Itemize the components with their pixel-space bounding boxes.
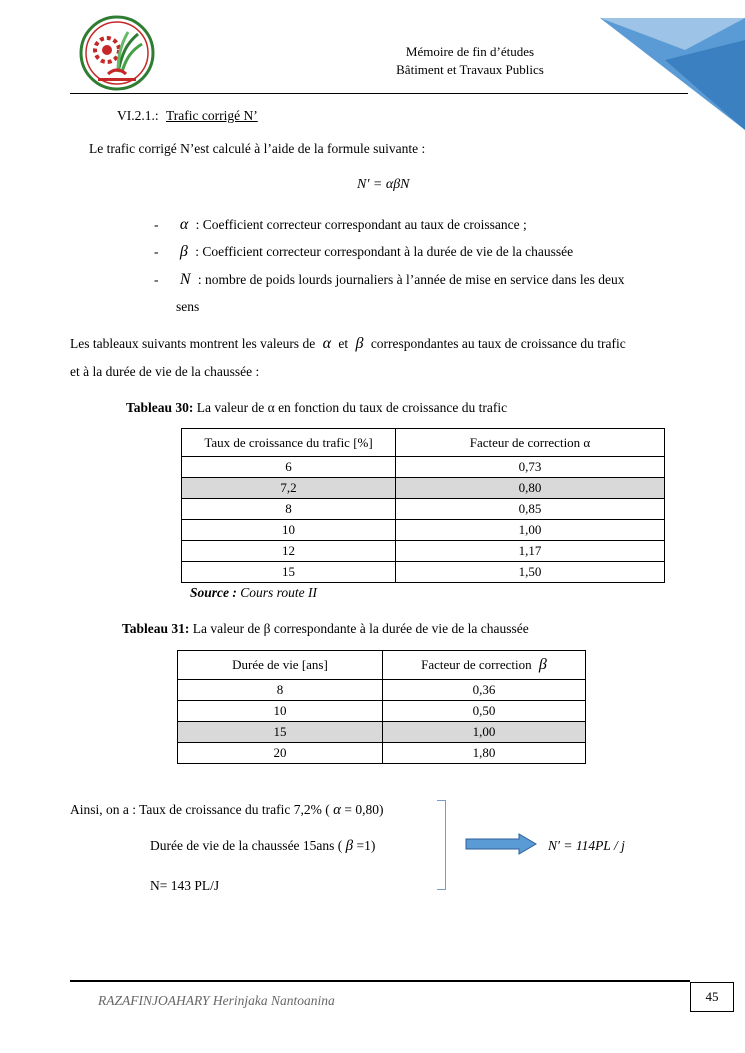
alpha-symbol: α (322, 335, 331, 352)
table-cell: 1,80 (383, 743, 586, 764)
caption-text: La valeur de β correspondante à la durée de vie de la chaussée (192, 621, 529, 636)
table-cell: 0,50 (383, 701, 586, 722)
table30-caption (126, 400, 507, 416)
paragraph-line-2: et à la durée de vie de la chaussée : (70, 364, 260, 379)
school-logo (78, 14, 156, 92)
table-header: Facteur de correction α (396, 429, 665, 457)
para-text: correspondantes au taux de croissance du trafic (370, 336, 626, 351)
table30-source (190, 585, 317, 601)
beta-symbol: β (179, 243, 188, 260)
conclusion-line-3: N= 143 PL/J (150, 878, 220, 893)
table-header: Taux de croissance du trafic [%] (182, 429, 396, 457)
bullet-item: - α : Coefficient correcteur correspondant au taux de croissance ; (154, 216, 527, 233)
table31-caption (122, 621, 529, 637)
bullet-text: : Coefficient correcteur correspondant au taux de croissance ; (195, 217, 527, 232)
corner-decoration (545, 0, 745, 130)
page-number: 45 (690, 982, 734, 1012)
table-cell: 1,17 (396, 541, 665, 562)
table-header: Durée de vie [ans] (178, 651, 383, 680)
formula: N′ = αβN (357, 177, 410, 192)
header-text: Facteur de correction (421, 657, 532, 672)
n-symbol: N (179, 271, 191, 288)
para-text: Les tableaux suivants montrent les valeurs de (70, 336, 316, 351)
caption-text: La valeur de α en fonction du taux de croissance du trafic (196, 400, 508, 415)
table-cell: 7,2 (182, 478, 396, 499)
paragraph-line-1 (70, 335, 692, 353)
beta-symbol: β (538, 656, 547, 673)
beta-symbol: β (345, 838, 354, 854)
section-number: VI.2.1.: (117, 108, 159, 123)
source-text: Cours route II (240, 585, 317, 600)
table-cell: 1,00 (383, 722, 586, 743)
right-brace (437, 800, 446, 890)
para-text: et (338, 336, 349, 351)
header-subtitle: Bâtiment et Travaux Publics (396, 62, 544, 77)
table-cell: 12 (182, 541, 396, 562)
caption-label: Tableau 31: (122, 621, 190, 636)
table-cell: 0,36 (383, 680, 586, 701)
conclusion-line-1 (70, 802, 383, 819)
footer-rule (70, 980, 690, 982)
section-title: Trafic corrigé N’ (166, 108, 258, 123)
table-cell: 6 (182, 457, 396, 478)
result-formula: N′ = 114PL / j (548, 838, 625, 853)
table-cell: 0,73 (396, 457, 665, 478)
alpha-symbol: α (179, 216, 189, 233)
conclusion-text: = 0,80) (344, 802, 384, 817)
table-cell: 1,50 (396, 562, 665, 583)
table-31 (177, 650, 586, 764)
bullet-item: - β : Coefficient correcteur correspondant à la durée de vie de la chaussée (154, 243, 574, 260)
table-header (383, 651, 586, 680)
table-cell: 8 (182, 499, 396, 520)
conclusion-line-2 (150, 838, 375, 855)
bullet-item: - N : nombre de poids lourds journaliers à l’année de mise en service dans les deux (154, 271, 625, 288)
bullet-text: : Coefficient correcteur correspondant à la durée de vie de la chaussée (195, 244, 574, 259)
header-title: Mémoire de fin d’études (405, 44, 535, 59)
bullet-text: : nombre de poids lourds journaliers à l’année de mise en service dans les deux (197, 272, 625, 287)
table-cell: 15 (182, 562, 396, 583)
conclusion-text: Ainsi, on a : Taux de croissance du trafic 7,2% ( (70, 802, 330, 817)
footer-author: RAZAFINJOAHARY Herinjaka Nantoanina (98, 993, 335, 1008)
table-cell: 20 (178, 743, 383, 764)
section-heading (117, 108, 258, 124)
table-cell: 0,80 (396, 478, 665, 499)
beta-symbol: β (355, 335, 364, 352)
table-30 (181, 428, 665, 583)
arrow-right-icon (465, 833, 537, 855)
table-cell: 0,85 (396, 499, 665, 520)
table-cell: 8 (178, 680, 383, 701)
conclusion-text: Durée de vie de la chaussée 15ans ( (150, 838, 343, 853)
caption-label: Tableau 30: (126, 400, 194, 415)
table-cell: 15 (178, 722, 383, 743)
bullet-continuation: sens (176, 299, 200, 314)
intro-text: Le trafic corrigé N’est calculé à l’aide de la formule suivante : (89, 141, 426, 156)
table-cell: 1,00 (396, 520, 665, 541)
conclusion-text: =1) (356, 838, 376, 853)
table-cell: 10 (178, 701, 383, 722)
alpha-symbol: α (333, 802, 341, 818)
source-label: Source : (190, 585, 237, 600)
table-cell: 10 (182, 520, 396, 541)
